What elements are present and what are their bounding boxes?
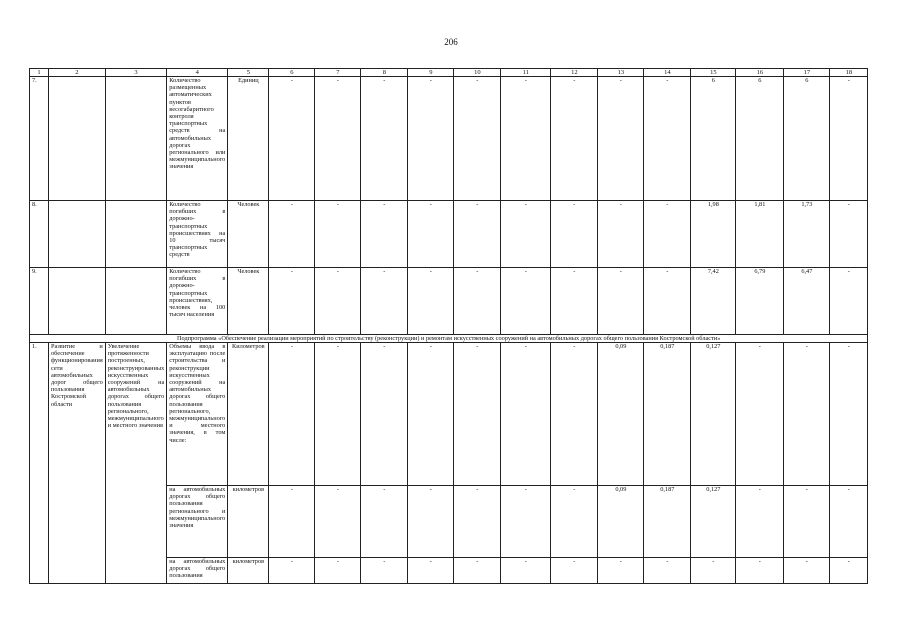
- value-cell: -: [315, 77, 361, 201]
- value-cell: -: [598, 77, 644, 201]
- task-cell: [105, 77, 167, 201]
- subprogram-title: Подпрограмма «Обеспечение реализации мероприятий по строительству (реконструкции) и ремонтам искусственных сооружений на автомобильных дорогах общего пользования Костромской области»: [30, 335, 868, 343]
- value-cell: -: [315, 558, 361, 584]
- indicator-cell: Объемы ввода в эксплуатацию после строительства и реконструкции искусственных сооружений на автомобильных дорогах общего пользования регионального, межмуниципального и местного значения, в том числе:: [167, 343, 228, 486]
- value-cell: -: [501, 77, 551, 201]
- col-header: 17: [784, 69, 830, 77]
- value-cell: -: [269, 77, 315, 201]
- value-cell: 6: [784, 77, 830, 201]
- unit-cell: Километров: [228, 343, 269, 486]
- col-header: 16: [736, 69, 784, 77]
- value-cell: -: [644, 201, 691, 268]
- value-cell: -: [454, 486, 501, 558]
- value-cell: -: [408, 343, 454, 486]
- unit-cell: километров: [228, 486, 269, 558]
- col-header: 4: [167, 69, 228, 77]
- task-cell: Увеличение протяженности построенных, реконструированных искусственных сооружений на автомобильных дорогах общего пользования регионального, межмуниципального и местного значения: [105, 343, 167, 584]
- indicator-cell: на автомобильных дорогах общего пользования регионального и межмуниципального значения: [167, 486, 228, 558]
- value-cell: -: [784, 486, 830, 558]
- value-cell: -: [361, 343, 408, 486]
- goal-cell: [49, 268, 106, 335]
- value-cell: -: [736, 343, 784, 486]
- value-cell: -: [408, 558, 454, 584]
- goal-cell: [49, 201, 106, 268]
- value-cell: 0,127: [691, 343, 736, 486]
- task-cell: [105, 201, 167, 268]
- goal-cell: [49, 77, 106, 201]
- col-header: 1: [30, 69, 49, 77]
- col-header: 8: [361, 69, 408, 77]
- row-number: 9.: [30, 268, 49, 335]
- value-cell: -: [454, 77, 501, 201]
- value-cell: -: [830, 343, 868, 486]
- value-cell: -: [454, 268, 501, 335]
- col-header: 12: [551, 69, 598, 77]
- col-header: 2: [49, 69, 106, 77]
- value-cell: -: [736, 558, 784, 584]
- value-cell: -: [551, 268, 598, 335]
- value-cell: -: [501, 558, 551, 584]
- value-cell: -: [408, 201, 454, 268]
- value-cell: -: [830, 77, 868, 201]
- value-cell: 0,127: [691, 486, 736, 558]
- table-row: [30, 201, 868, 268]
- value-cell: -: [361, 558, 408, 584]
- value-cell: -: [315, 268, 361, 335]
- value-cell: -: [361, 486, 408, 558]
- value-cell: 0,187: [644, 343, 691, 486]
- table-row: [30, 77, 868, 201]
- value-cell: -: [501, 486, 551, 558]
- value-cell: -: [736, 486, 784, 558]
- value-cell: 6,79: [736, 268, 784, 335]
- value-cell: -: [830, 486, 868, 558]
- value-cell: 0,09: [598, 343, 644, 486]
- table-row: [30, 268, 868, 335]
- goal-cell: Развитие и обеспечение функционирования сети автомобильных дорог общего пользования Костромской области: [49, 343, 106, 584]
- value-cell: -: [830, 558, 868, 584]
- col-header: 7: [315, 69, 361, 77]
- value-cell: -: [361, 201, 408, 268]
- value-cell: -: [644, 268, 691, 335]
- value-cell: -: [501, 343, 551, 486]
- value-cell: -: [784, 343, 830, 486]
- indicator-cell: Количество погибших в дорожно-транспортных происшествиях, человек на 100 тысяч населения: [167, 268, 228, 335]
- value-cell: 1,98: [691, 201, 736, 268]
- value-cell: -: [269, 343, 315, 486]
- col-header: 3: [105, 69, 167, 77]
- value-cell: -: [551, 558, 598, 584]
- value-cell: -: [598, 268, 644, 335]
- value-cell: -: [408, 268, 454, 335]
- unit-cell: километров: [228, 558, 269, 584]
- value-cell: -: [501, 201, 551, 268]
- value-cell: -: [454, 343, 501, 486]
- value-cell: -: [408, 77, 454, 201]
- value-cell: -: [598, 201, 644, 268]
- value-cell: 0,187: [644, 486, 691, 558]
- indicator-cell: Количество размещенных автоматических пунктов весогабаритного контроля транспортных средств на автомобильных дорогах регионального или межмуниципального значения: [167, 77, 228, 201]
- row-number: 7.: [30, 77, 49, 201]
- col-header: 5: [228, 69, 269, 77]
- value-cell: -: [454, 558, 501, 584]
- col-header: 13: [598, 69, 644, 77]
- col-header: 14: [644, 69, 691, 77]
- value-cell: -: [598, 558, 644, 584]
- value-cell: -: [501, 268, 551, 335]
- indicator-cell: на автомобильных дорогах общего пользования: [167, 558, 228, 584]
- value-cell: -: [551, 201, 598, 268]
- col-header: 18: [830, 69, 868, 77]
- value-cell: 7,42: [691, 268, 736, 335]
- unit-cell: Человек: [228, 268, 269, 335]
- task-cell: [105, 268, 167, 335]
- value-cell: -: [644, 558, 691, 584]
- value-cell: -: [408, 486, 454, 558]
- page-number: 206: [444, 37, 458, 47]
- col-header: 15: [691, 69, 736, 77]
- value-cell: -: [269, 201, 315, 268]
- value-cell: -: [269, 268, 315, 335]
- indicator-cell: Количество погибших в дорожно-транспортных происшествиях на 10 тысяч транспортных средств: [167, 201, 228, 268]
- column-number-row: [30, 69, 868, 77]
- value-cell: -: [454, 201, 501, 268]
- row-number: 8.: [30, 201, 49, 268]
- data-table: [29, 68, 868, 584]
- value-cell: -: [269, 486, 315, 558]
- value-cell: -: [830, 268, 868, 335]
- value-cell: 6,47: [784, 268, 830, 335]
- value-cell: -: [644, 77, 691, 201]
- value-cell: -: [551, 486, 598, 558]
- value-cell: -: [269, 558, 315, 584]
- value-cell: 1,81: [736, 201, 784, 268]
- value-cell: -: [315, 486, 361, 558]
- value-cell: 1,73: [784, 201, 830, 268]
- value-cell: 0,09: [598, 486, 644, 558]
- value-cell: -: [551, 343, 598, 486]
- unit-cell: Человек: [228, 201, 269, 268]
- subprogram-row: [30, 335, 868, 343]
- value-cell: -: [551, 77, 598, 201]
- value-cell: -: [315, 343, 361, 486]
- value-cell: -: [691, 558, 736, 584]
- col-header: 11: [501, 69, 551, 77]
- row-number: 1.: [30, 343, 49, 584]
- col-header: 10: [454, 69, 501, 77]
- value-cell: 6: [691, 77, 736, 201]
- value-cell: -: [361, 77, 408, 201]
- unit-cell: Единиц: [228, 77, 269, 201]
- value-cell: -: [361, 268, 408, 335]
- value-cell: 6: [736, 77, 784, 201]
- value-cell: -: [784, 558, 830, 584]
- table-row: [30, 343, 868, 486]
- value-cell: -: [830, 201, 868, 268]
- col-header: 6: [269, 69, 315, 77]
- value-cell: -: [315, 201, 361, 268]
- col-header: 9: [408, 69, 454, 77]
